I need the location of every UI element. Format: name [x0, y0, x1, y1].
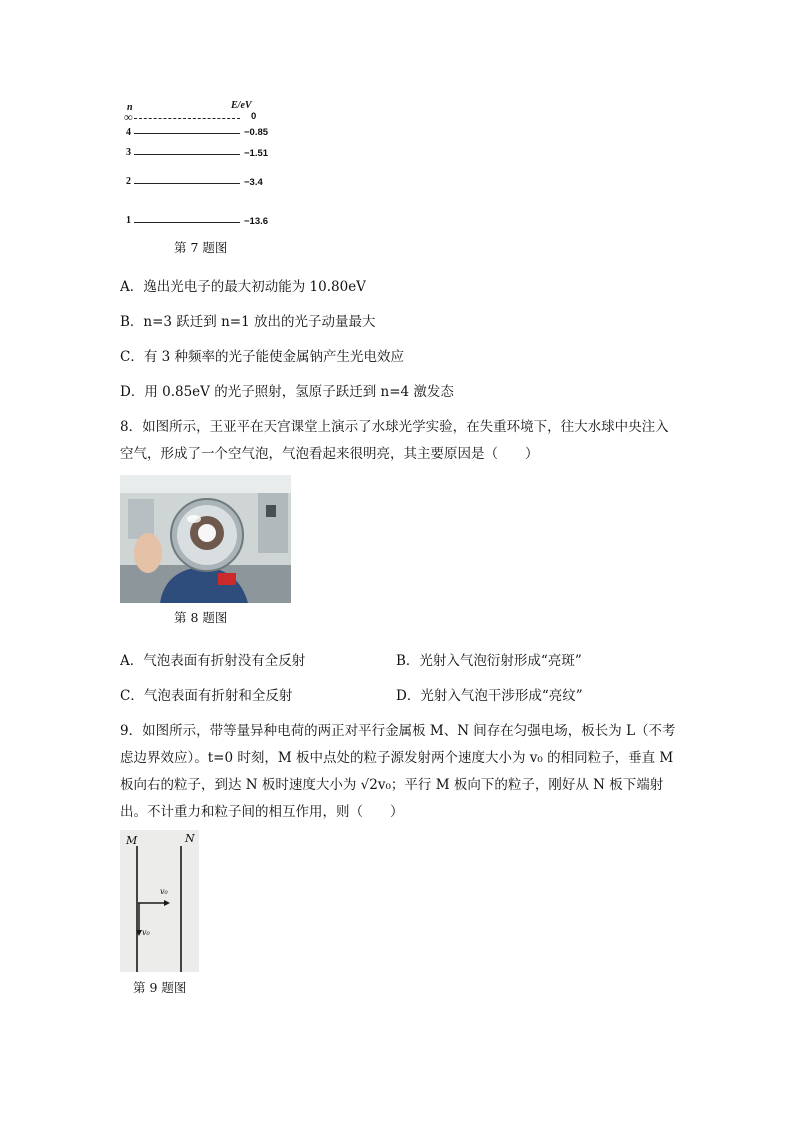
water-ball-photo [120, 475, 291, 603]
level-line-4 [134, 133, 240, 134]
q7-option-a: A．逸出光电子的最大初动能为 10.80eV [120, 279, 366, 295]
velocity-down-label: v₀ [142, 928, 150, 937]
q7-option-d: D．用 0.85eV 的光子照射，氢原子跃迁到 n=4 激发态 [120, 384, 454, 400]
velocity-right-label: v₀ [160, 887, 168, 896]
level-energy-4: −0.85 [244, 127, 269, 138]
energy-level-diagram [118, 98, 288, 233]
level-energy-1: −13.6 [244, 216, 269, 227]
q8-option-c: C．气泡表面有折射和全反射 [120, 688, 293, 704]
n-axis-label: n [127, 102, 133, 113]
plate-n-label: N [185, 832, 195, 845]
level-n-3: 3 [126, 147, 131, 158]
level-energy-infinity: 0 [251, 111, 257, 122]
water-ball-illustration [120, 475, 291, 603]
figure-7-caption: 第 7 题图 [174, 240, 228, 255]
plates-illustration [120, 830, 199, 972]
q8-option-d: D．光射入气泡干涉形成“亮纹” [396, 688, 583, 704]
level-line-1 [134, 222, 240, 223]
level-n-2: 2 [126, 176, 131, 187]
parallel-plates-diagram [120, 830, 199, 972]
q8-option-a: A．气泡表面有折射没有全反射 [120, 653, 306, 669]
q8-stem: 8．如图所示，王亚平在天宫课堂上演示了水球光学实验，在失重环境下，往大水球中央注入空气，形成了一个空气泡，气泡看起来很明亮，其主要原因是（ ） [120, 419, 669, 462]
level-line-3 [134, 154, 240, 155]
level-energy-2: −3.4 [244, 177, 263, 188]
energy-axis-label: E/eV [231, 100, 252, 111]
level-n-1: 1 [126, 215, 131, 226]
plate-m-label: M [126, 834, 138, 847]
q7-option-b: B．n=3 跃迁到 n=1 放出的光子动量最大 [120, 314, 376, 330]
figure-8-caption: 第 8 题图 [174, 610, 228, 625]
q7-option-c: C．有 3 种频率的光子能使金属钠产生光电效应 [120, 349, 405, 365]
level-line-2 [134, 183, 240, 184]
q8-option-b: B．光射入气泡衍射形成“亮斑” [396, 653, 582, 669]
q9-stem: 9．如图所示，带等量异种电荷的两正对平行金属板 M、N 间存在匀强电场，板长为 L（不考虑边界效应）。t=0 时刻，M 板中点处的粒子源发射两个速度大小为 v₀ 的相同粒子，垂直 M 板向右的粒子，到达 N 板时速度大小为 √2v₀；平行 M 板向下的粒子，刚好从 N 板下端射出。不计重力和粒子间的相互作用，则（ ） [120, 723, 676, 820]
level-n-4: 4 [126, 127, 131, 138]
level-line-infinity [134, 118, 240, 119]
level-energy-3: −1.51 [244, 148, 269, 159]
figure-9-caption: 第 9 题图 [133, 980, 187, 995]
level-n-infinity: ∞ [124, 110, 133, 124]
